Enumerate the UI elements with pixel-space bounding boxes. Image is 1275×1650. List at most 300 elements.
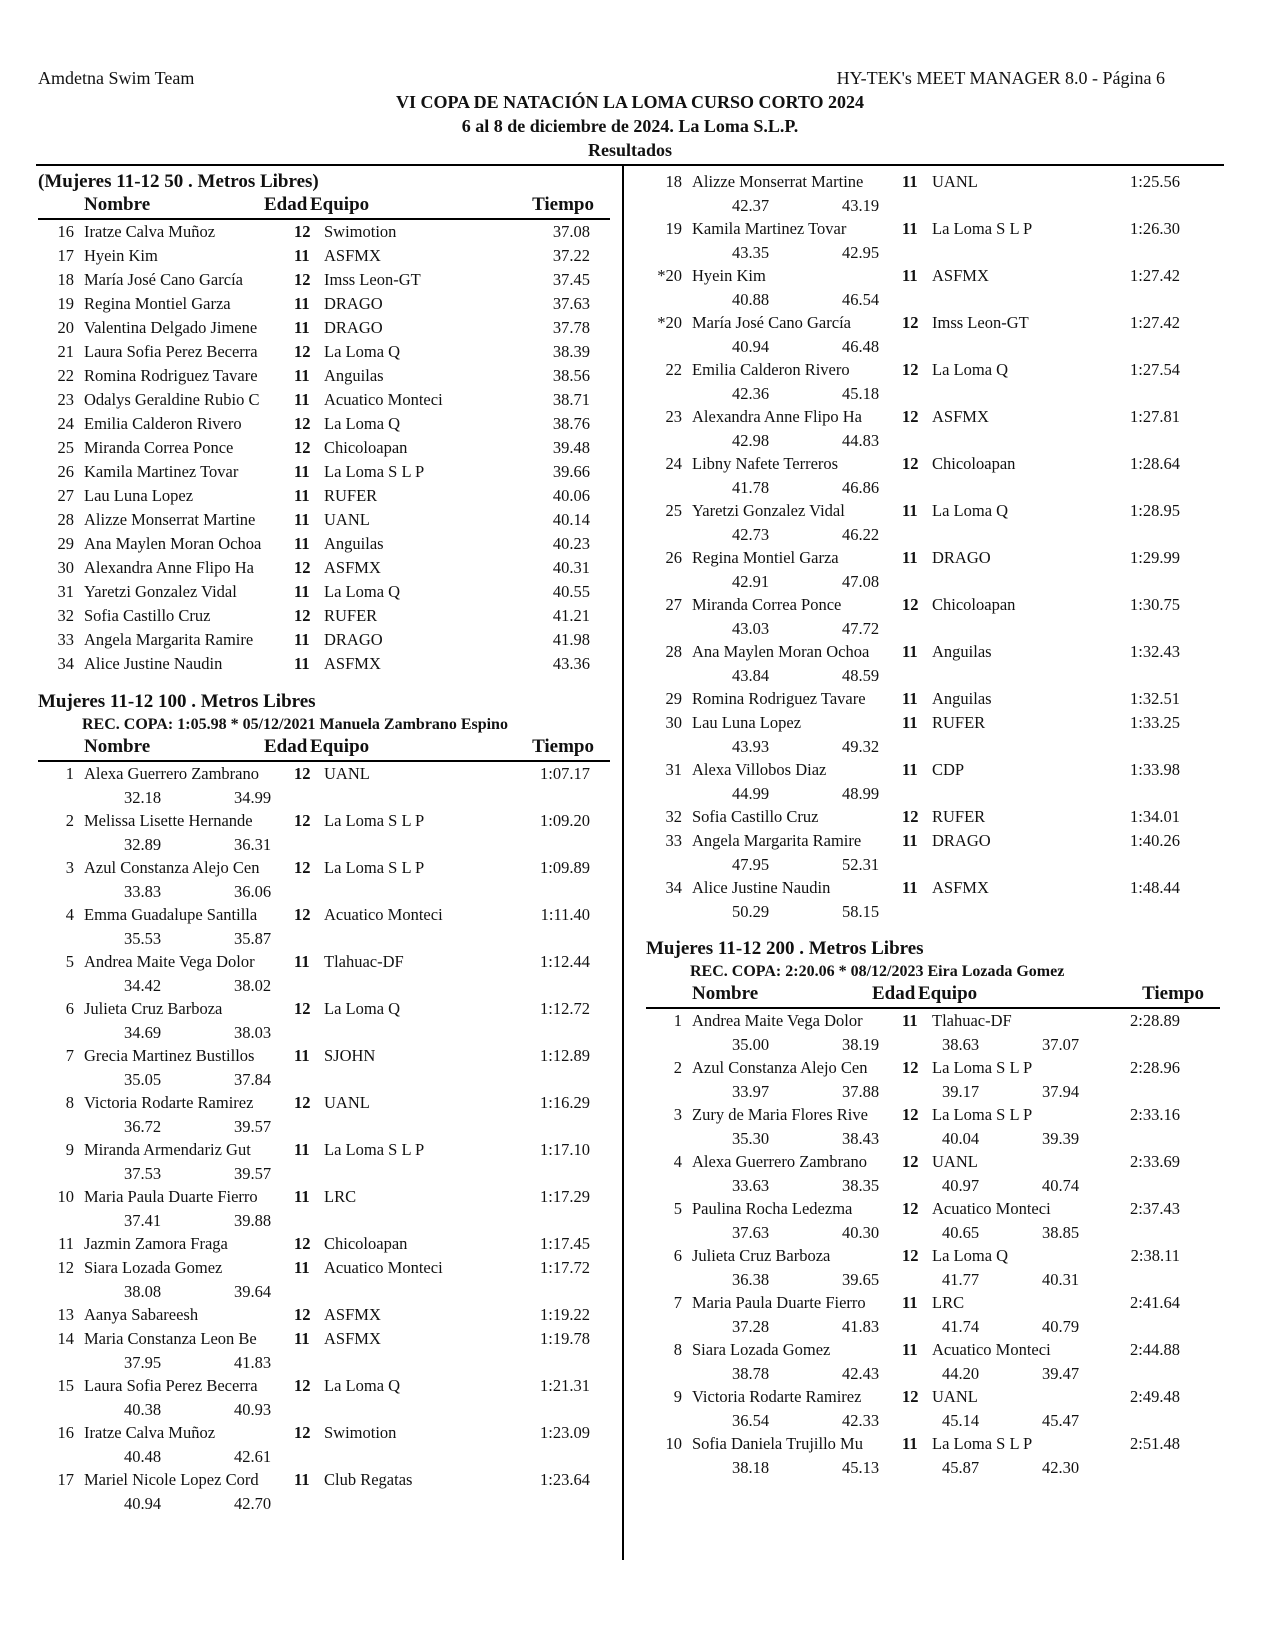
result-row [646, 1385, 1220, 1409]
event-record: REC. COPA: 1:05.98 * 05/12/2021 Manuela Zambrano Espino [82, 716, 508, 733]
split-time: 38.78 [732, 1364, 770, 1383]
swimmer-name: Victoria Rodarte Ramirez [692, 1387, 862, 1406]
swimmer-name: Victoria Rodarte Ramirez [84, 1093, 254, 1112]
result-row [38, 652, 610, 676]
final-time: 40.55 [552, 582, 590, 601]
meet-title: VI COPA DE NATACIÓN LA LOMA CURSO CORTO 2024 [395, 92, 865, 112]
final-time: 37.45 [552, 270, 590, 289]
final-time: 2:33.69 [1130, 1152, 1180, 1171]
final-time: 39.66 [552, 462, 590, 481]
final-time: 1:27.42 [1130, 313, 1180, 332]
swimmer-name: Paulina Rocha Ledezma [692, 1199, 853, 1218]
splits-row [38, 786, 610, 809]
final-time: 1:40.26 [1130, 831, 1180, 850]
age: 12 [294, 1093, 311, 1112]
split-time: 46.54 [842, 290, 880, 309]
place: 27 [57, 486, 74, 505]
place: 28 [665, 642, 682, 661]
result-row [646, 1291, 1220, 1315]
split-time: 40.31 [1042, 1270, 1080, 1289]
team: La Loma Q [932, 501, 1009, 520]
age: 11 [294, 462, 310, 481]
age: 11 [294, 1140, 310, 1159]
age: 11 [902, 713, 918, 732]
team: Acuatico Monteci [324, 1258, 443, 1277]
result-row [646, 546, 1220, 570]
result-row [646, 640, 1220, 664]
final-time: 1:17.29 [540, 1187, 590, 1206]
split-time: 36.54 [732, 1411, 770, 1430]
split-time: 40.94 [732, 337, 770, 356]
final-time: 38.76 [552, 414, 590, 433]
age: 12 [902, 360, 919, 379]
age: 12 [294, 811, 311, 830]
split-time: 44.20 [942, 1364, 980, 1383]
final-time: 1:12.72 [540, 999, 590, 1018]
split-time: 41.77 [942, 1270, 980, 1289]
split-time: 35.30 [732, 1129, 770, 1148]
final-time: 1:30.75 [1130, 595, 1180, 614]
splits-row [646, 782, 1220, 805]
team: La Loma Q [932, 360, 1009, 379]
split-time: 40.79 [1042, 1317, 1080, 1336]
final-time: 1:23.09 [540, 1423, 590, 1442]
age: 12 [294, 438, 311, 457]
splits-row [646, 735, 1220, 758]
place: 5 [65, 952, 74, 971]
age: 12 [902, 1152, 919, 1171]
place: 25 [665, 501, 682, 520]
place: 10 [57, 1187, 74, 1206]
result-row [38, 556, 610, 580]
swimmer-name: Sofia Castillo Cruz [84, 606, 211, 625]
team: RUFER [324, 606, 378, 625]
final-time: 1:16.29 [540, 1093, 590, 1112]
split-time: 40.94 [124, 1494, 162, 1513]
swimmer-name: Julieta Cruz Barboza [84, 999, 223, 1018]
place: 2 [673, 1058, 682, 1077]
splits-row [646, 900, 1220, 923]
team: ASFMX [324, 654, 381, 673]
splits-row [38, 1115, 610, 1138]
swimmer-name: Alice Justine Naudin [692, 878, 831, 897]
swimmer-name: Alexa Guerrero Zambrano [692, 1152, 867, 1171]
place: 10 [665, 1434, 682, 1453]
split-time: 47.72 [842, 619, 880, 638]
result-row [38, 364, 610, 388]
split-time: 39.39 [1042, 1129, 1080, 1148]
place: 34 [665, 878, 682, 897]
split-time: 38.08 [124, 1282, 162, 1301]
swimmer-name: Odalys Geraldine Rubio C [84, 390, 260, 409]
result-row [38, 628, 610, 652]
result-row [646, 1432, 1220, 1456]
result-row [646, 1244, 1220, 1268]
split-time: 40.74 [1042, 1176, 1080, 1195]
result-row [38, 412, 610, 436]
team: Tlahuac-DF [324, 952, 404, 971]
split-time: 47.08 [842, 572, 880, 591]
result-row [38, 244, 610, 268]
place: 5 [673, 1199, 682, 1218]
final-time: 41.98 [552, 630, 590, 649]
team: UANL [932, 1387, 978, 1406]
team: ASFMX [932, 266, 989, 285]
split-time: 36.38 [732, 1270, 770, 1289]
place: 17 [57, 1470, 74, 1489]
final-time: 2:28.96 [1130, 1058, 1180, 1077]
final-time: 40.14 [552, 510, 590, 529]
spacer [646, 923, 1220, 937]
split-time: 39.17 [942, 1082, 980, 1101]
split-time: 37.94 [1042, 1082, 1080, 1101]
split-time: 37.95 [124, 1353, 162, 1372]
swimmer-name: Mariel Nicole Lopez Cord [84, 1470, 259, 1489]
place: 9 [673, 1387, 682, 1406]
place: 12 [57, 1258, 74, 1277]
team: Imss Leon-GT [932, 313, 1029, 332]
team: La Loma S L P [932, 1434, 1033, 1453]
age: 11 [294, 510, 310, 529]
swimmer-name: Regina Montiel Garza [84, 294, 231, 313]
split-time: 42.43 [842, 1364, 880, 1383]
split-time: 33.63 [732, 1176, 770, 1195]
event-record: REC. COPA: 2:20.06 * 08/12/2023 Eira Lozada Gomez [690, 963, 1065, 980]
final-time: 1:27.81 [1130, 407, 1180, 426]
split-time: 42.37 [732, 196, 770, 215]
place: 18 [665, 172, 682, 191]
split-time: 40.04 [942, 1129, 980, 1148]
split-time: 34.69 [124, 1023, 162, 1042]
result-row [38, 388, 610, 412]
splits-row [38, 927, 610, 950]
team: UANL [324, 1093, 370, 1112]
splits-row [646, 1221, 1220, 1244]
split-time: 48.59 [842, 666, 880, 685]
result-row [646, 358, 1220, 382]
split-time: 41.83 [234, 1353, 272, 1372]
final-time: 1:09.89 [540, 858, 590, 877]
split-time: 46.48 [842, 337, 880, 356]
split-time: 46.22 [842, 525, 880, 544]
age: 11 [294, 654, 310, 673]
top-rule [36, 164, 1224, 166]
team: Anguilas [932, 642, 992, 661]
split-time: 43.93 [732, 737, 770, 756]
place: 2 [65, 811, 74, 830]
final-time: 38.56 [552, 366, 590, 385]
swimmer-name: Iratze Calva Muñoz [84, 1423, 216, 1442]
swimmer-name: Romina Rodriguez Tavare [84, 366, 258, 385]
splits-row [38, 880, 610, 903]
age: 12 [294, 905, 311, 924]
result-row [646, 758, 1220, 782]
swimmer-name: Angela Margarita Ramire [692, 831, 862, 850]
col-header-time: Tiempo [532, 736, 594, 757]
place: 29 [665, 689, 682, 708]
result-row [38, 484, 610, 508]
swimmer-name: Iratze Calva Muñoz [84, 222, 216, 241]
swimmer-name: María José Cano García [692, 313, 851, 332]
col-header-name: Nombre [84, 194, 151, 215]
final-time: 37.22 [552, 246, 590, 265]
final-time: 1:17.10 [540, 1140, 590, 1159]
final-time: 1:09.20 [540, 811, 590, 830]
team: LRC [324, 1187, 357, 1206]
age: 11 [902, 878, 918, 897]
split-time: 38.43 [842, 1129, 880, 1148]
place: 14 [57, 1329, 74, 1348]
team: La Loma S L P [324, 858, 425, 877]
split-time: 34.42 [124, 976, 162, 995]
team: UANL [932, 1152, 978, 1171]
team: DRAGO [324, 630, 383, 649]
place: 29 [57, 534, 74, 553]
team: DRAGO [932, 831, 991, 850]
age: 11 [294, 952, 310, 971]
age: 11 [294, 534, 310, 553]
result-row [646, 405, 1220, 429]
final-time: 1:17.72 [540, 1258, 590, 1277]
result-row [646, 499, 1220, 523]
splits-row [38, 833, 610, 856]
team: Chicoloapan [932, 454, 1016, 473]
team: La Loma Q [932, 1246, 1009, 1265]
result-row [38, 1374, 610, 1398]
event-title: Mujeres 11-12 200 . Metros Libres [646, 938, 924, 959]
final-time: 1:29.99 [1130, 548, 1180, 567]
team: UANL [932, 172, 978, 191]
place: 32 [57, 606, 74, 625]
place: 30 [665, 713, 682, 732]
result-row [646, 264, 1220, 288]
result-row [646, 1009, 1220, 1033]
final-time: 1:12.44 [540, 952, 590, 971]
swimmer-name: Sofia Daniela Trujillo Mu [692, 1434, 863, 1453]
final-time: 1:27.42 [1130, 266, 1180, 285]
age: 12 [294, 342, 311, 361]
header-team: Amdetna Swim Team [38, 68, 195, 88]
place: 26 [57, 462, 74, 481]
place: 32 [665, 807, 682, 826]
swimmer-name: Andrea Maite Vega Dolor [84, 952, 255, 971]
split-time: 38.19 [842, 1035, 880, 1054]
split-time: 34.99 [234, 788, 272, 807]
result-row [38, 1185, 610, 1209]
swimmer-name: Emilia Calderon Rivero [84, 414, 242, 433]
section-title: Resultados [587, 140, 672, 160]
place: 20 [57, 318, 74, 337]
result-row [38, 997, 610, 1021]
result-row [646, 1338, 1220, 1362]
team: La Loma Q [324, 582, 401, 601]
spacer [38, 676, 610, 690]
age: 12 [294, 558, 311, 577]
event-block [38, 690, 610, 1515]
team: Chicoloapan [932, 595, 1016, 614]
result-row [38, 762, 610, 786]
age: 12 [902, 1199, 919, 1218]
result-row [38, 268, 610, 292]
age: 12 [902, 1058, 919, 1077]
age: 11 [902, 1011, 918, 1030]
place: 30 [57, 558, 74, 577]
split-time: 38.18 [732, 1458, 770, 1477]
event-block [646, 170, 1220, 923]
team: Chicoloapan [324, 1234, 408, 1253]
split-time: 38.63 [942, 1035, 980, 1054]
swimmer-name: Maria Paula Duarte Fierro [84, 1187, 258, 1206]
final-time: 1:32.43 [1130, 642, 1180, 661]
swimmer-name: Libny Nafete Terreros [692, 454, 839, 473]
place: 18 [57, 270, 74, 289]
split-time: 39.64 [234, 1282, 272, 1301]
age: 12 [902, 313, 919, 332]
swimmer-name: Melissa Lisette Hernande [84, 811, 253, 830]
final-time: 2:33.16 [1130, 1105, 1180, 1124]
final-time: 2:38.11 [1130, 1246, 1180, 1265]
swimmer-name: Hyein Kim [84, 246, 158, 265]
team: UANL [324, 764, 370, 783]
team: ASFMX [324, 558, 381, 577]
final-time: 1:21.31 [540, 1376, 590, 1395]
split-time: 42.98 [732, 431, 770, 450]
age: 11 [294, 294, 310, 313]
place: 23 [665, 407, 682, 426]
place: 31 [665, 760, 682, 779]
age: 11 [902, 266, 918, 285]
swimmer-name: Romina Rodriguez Tavare [692, 689, 866, 708]
team: RUFER [932, 807, 986, 826]
split-time: 40.65 [942, 1223, 980, 1242]
split-time: 39.88 [234, 1211, 272, 1230]
splits-row [646, 1456, 1220, 1479]
col-header-name: Nombre [84, 736, 151, 757]
age: 12 [902, 407, 919, 426]
age: 12 [294, 270, 311, 289]
split-time: 45.13 [842, 1458, 880, 1477]
splits-row [646, 523, 1220, 546]
split-time: 48.99 [842, 784, 880, 803]
swimmer-name: Siara Lozada Gomez [84, 1258, 223, 1277]
final-time: 1:07.17 [540, 764, 590, 783]
age: 11 [902, 172, 918, 191]
split-time: 37.63 [732, 1223, 770, 1242]
splits-row [646, 570, 1220, 593]
split-time: 37.28 [732, 1317, 770, 1336]
final-time: 2:41.64 [1130, 1293, 1180, 1312]
place: 19 [665, 219, 682, 238]
place: 7 [65, 1046, 74, 1065]
result-row [38, 580, 610, 604]
team: Swimotion [324, 1423, 397, 1442]
place: *20 [657, 266, 682, 285]
splits-row [38, 1068, 610, 1091]
age: 11 [902, 689, 918, 708]
age: 12 [294, 858, 311, 877]
split-time: 58.15 [842, 902, 880, 921]
result-row [646, 1056, 1220, 1080]
place: 19 [57, 294, 74, 313]
split-time: 42.30 [1042, 1458, 1080, 1477]
splits-row [646, 429, 1220, 452]
result-row [646, 217, 1220, 241]
split-time: 42.91 [732, 572, 770, 591]
splits-row [646, 1268, 1220, 1291]
swimmer-name: Alexa Guerrero Zambrano [84, 764, 259, 783]
splits-row [646, 241, 1220, 264]
result-row [38, 508, 610, 532]
age: 11 [902, 1434, 918, 1453]
result-row [646, 805, 1220, 829]
place: 16 [57, 1423, 74, 1442]
split-time: 40.38 [124, 1400, 162, 1419]
age: 12 [902, 595, 919, 614]
split-time: 38.35 [842, 1176, 880, 1195]
age: 12 [902, 1387, 919, 1406]
event-block [646, 937, 1220, 1479]
split-time: 43.84 [732, 666, 770, 685]
split-time: 33.83 [124, 882, 162, 901]
result-row [38, 220, 610, 244]
split-time: 37.88 [842, 1082, 880, 1101]
swimmer-name: María José Cano García [84, 270, 243, 289]
place: 24 [665, 454, 682, 473]
table-header [38, 194, 610, 220]
swimmer-name: Alice Justine Naudin [84, 654, 223, 673]
team: La Loma S L P [324, 1140, 425, 1159]
left-column [38, 170, 610, 1515]
age: 11 [902, 548, 918, 567]
final-time: 38.71 [552, 390, 590, 409]
place: 22 [665, 360, 682, 379]
result-row [38, 292, 610, 316]
result-row [646, 452, 1220, 476]
team: La Loma Q [324, 342, 401, 361]
place: 31 [57, 582, 74, 601]
swimmer-name: Yaretzi Gonzalez Vidal [692, 501, 845, 520]
result-row [646, 593, 1220, 617]
swimmer-name: Miranda Correa Ponce [692, 595, 842, 614]
event-block [38, 170, 610, 676]
final-time: 1:34.01 [1130, 807, 1180, 826]
swimmer-name: Jazmin Zamora Fraga [84, 1234, 228, 1253]
result-row [38, 1303, 610, 1327]
splits-row [646, 382, 1220, 405]
result-row [38, 1327, 610, 1351]
swimmer-name: Laura Sofia Perez Becerra [84, 342, 258, 361]
splits-row [646, 194, 1220, 217]
result-row [646, 1103, 1220, 1127]
result-row [38, 1468, 610, 1492]
final-time: 1:17.45 [540, 1234, 590, 1253]
final-time: 1:11.40 [540, 905, 590, 924]
place: 33 [665, 831, 682, 850]
swimmer-name: Grecia Martinez Bustillos [84, 1046, 255, 1065]
split-time: 35.87 [234, 929, 272, 948]
age: 11 [902, 760, 918, 779]
col-header-name: Nombre [692, 983, 759, 1004]
team: ASFMX [324, 1305, 381, 1324]
place: 28 [57, 510, 74, 529]
swimmer-name: Laura Sofia Perez Becerra [84, 1376, 258, 1395]
splits-row [646, 664, 1220, 687]
result-row [38, 950, 610, 974]
result-row [646, 311, 1220, 335]
split-time: 41.78 [732, 478, 770, 497]
place: 4 [65, 905, 74, 924]
age: 11 [902, 1340, 918, 1359]
